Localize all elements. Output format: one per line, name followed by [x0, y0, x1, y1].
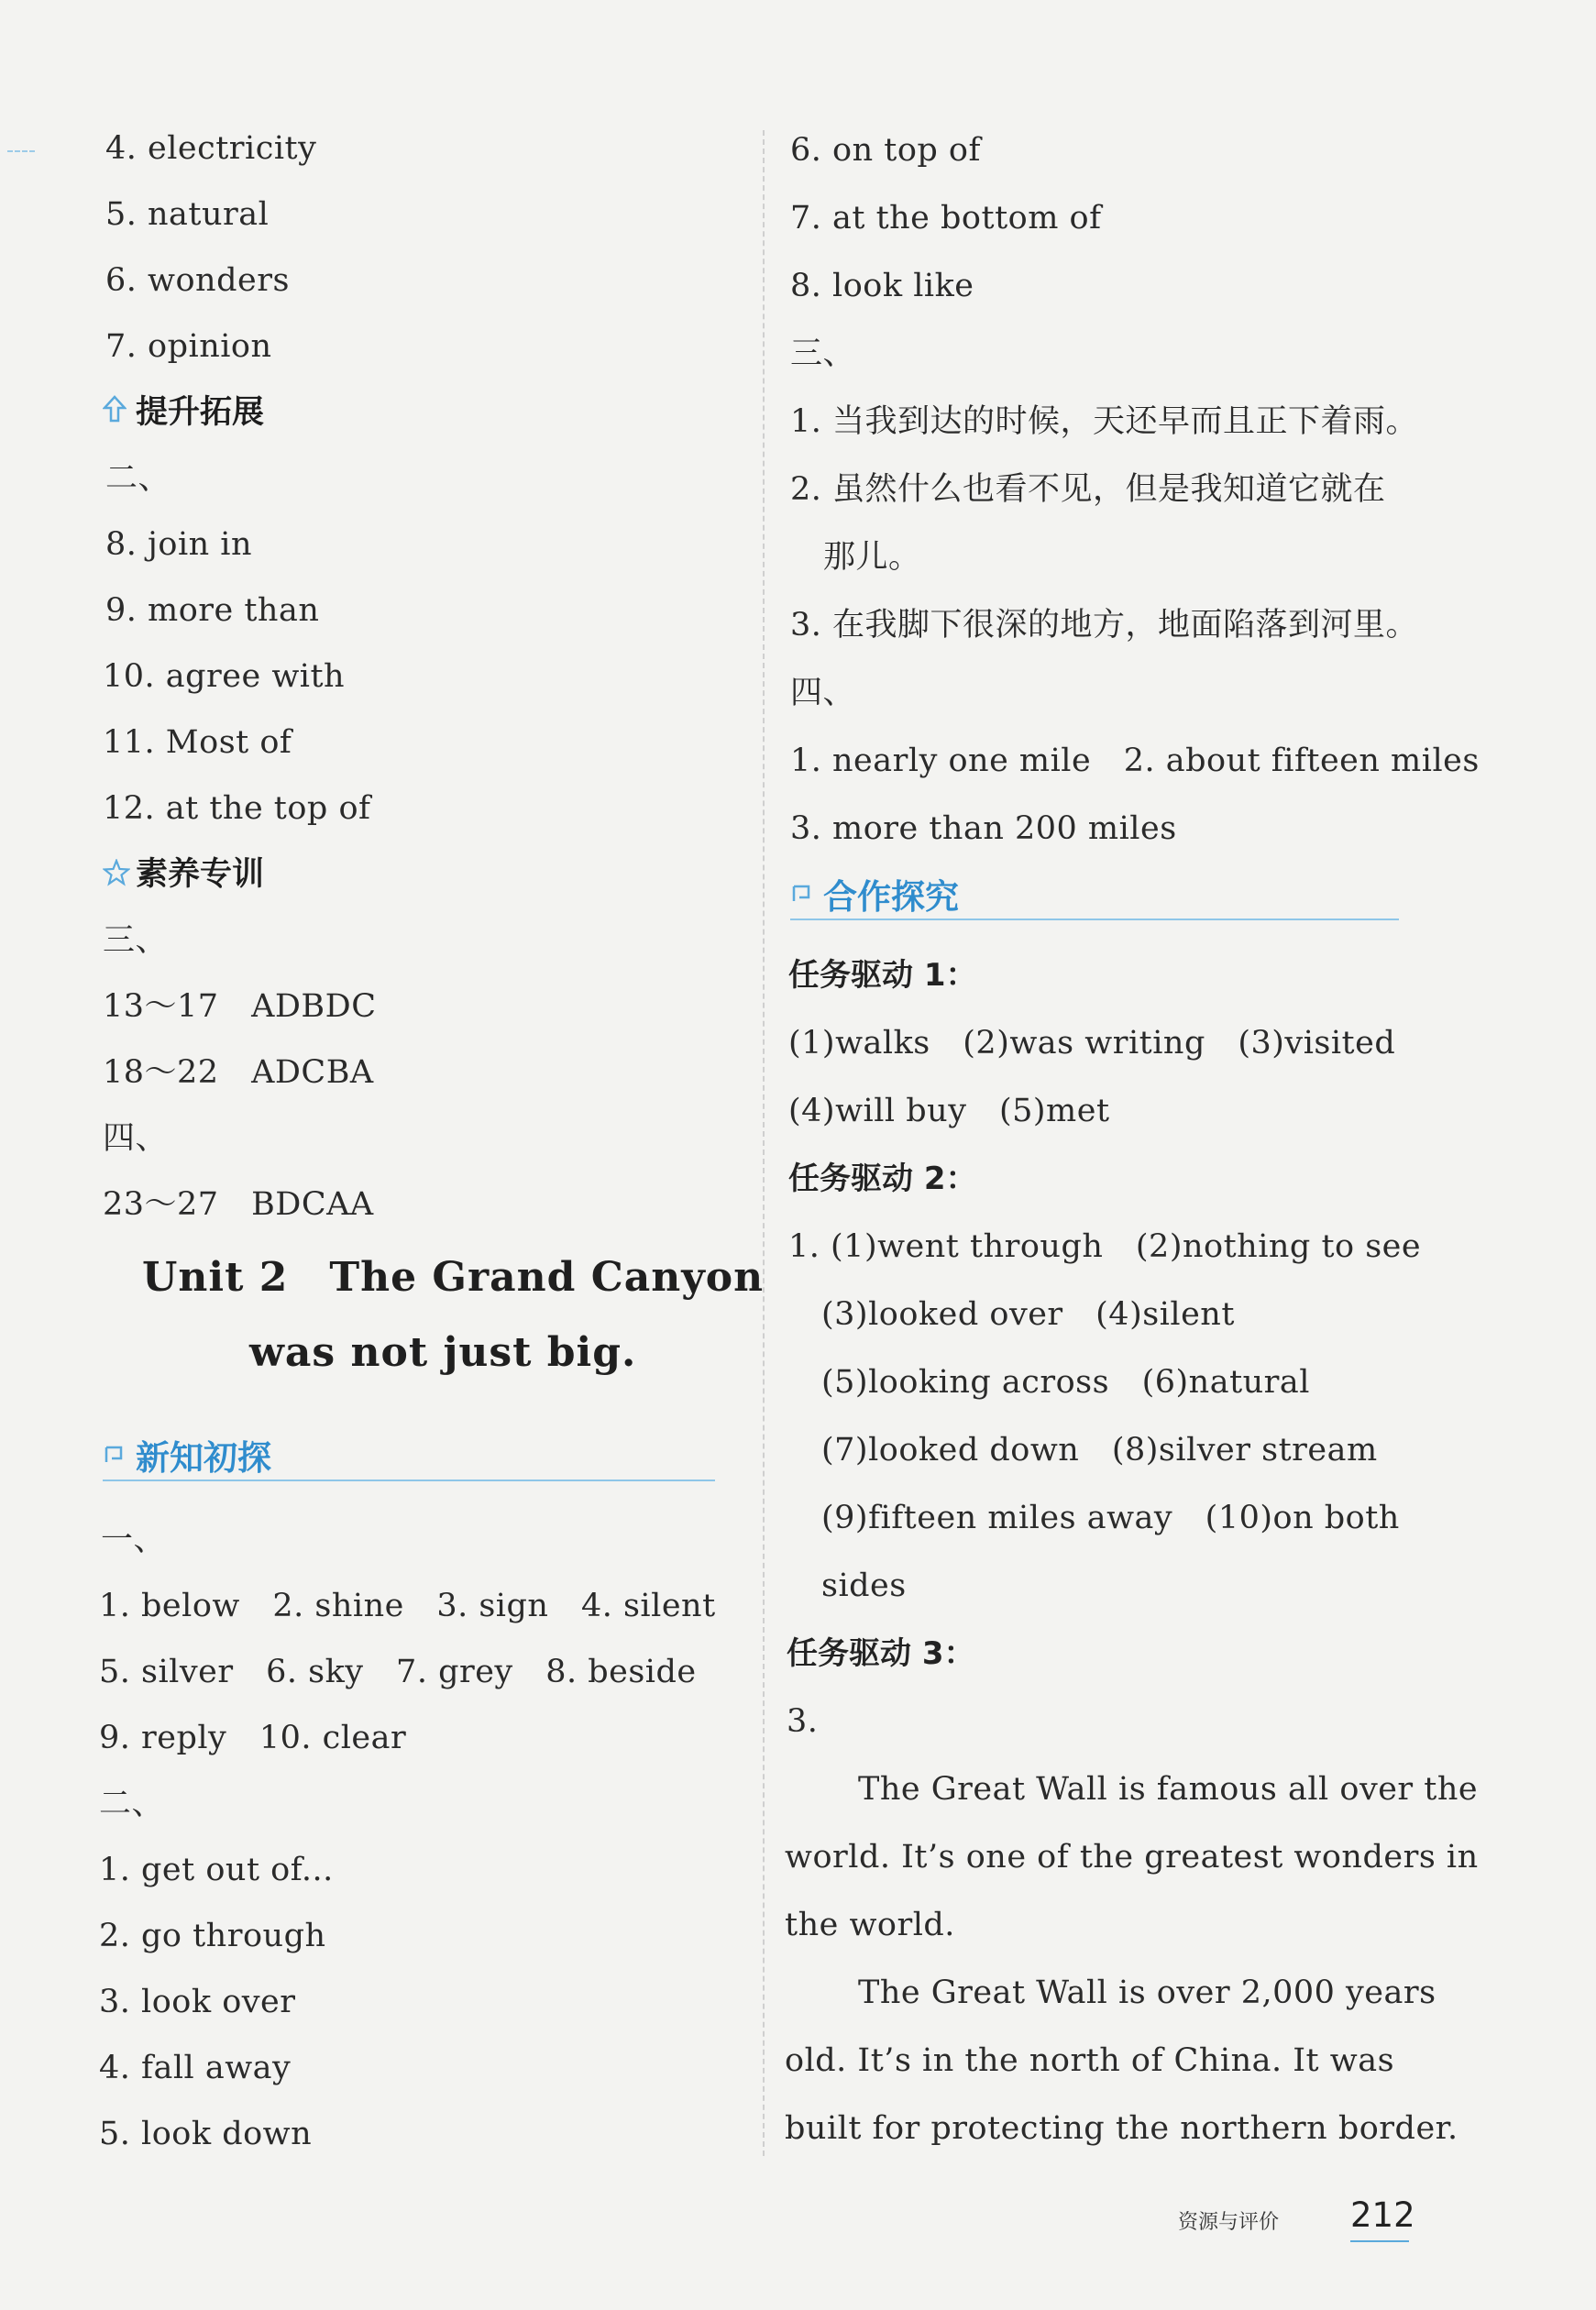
part-heading: 二、 [99, 1786, 165, 1822]
translation-line: 1. 当我到达的时候，天还早而且正下着雨。 [790, 403, 1419, 440]
footer-label: 资源与评价 [1178, 2211, 1280, 2234]
answer-line: 8. look like [790, 268, 974, 304]
essay-line: world. It’s one of the greatest wonders in [785, 1839, 1479, 1876]
answer-line: 4. electricity [105, 130, 317, 167]
section-rule [103, 1480, 715, 1481]
answer-line: 6. on top of [790, 132, 981, 169]
section-heading-label: 提升拓展 [136, 394, 265, 431]
page-number: 212 [1350, 2195, 1415, 2235]
bookmark-icon [103, 1436, 136, 1478]
unit-title-line-1: Unit 2 The Grand Canyon [142, 1254, 765, 1301]
answer-line: (5)looking across (6)natural [821, 1364, 1310, 1401]
answer-line: 4. fall away [99, 2050, 292, 2086]
essay-line: built for protecting the northern border. [785, 2110, 1458, 2147]
essay-line: the world. [785, 1907, 955, 1943]
answer-line: 7. opinion [105, 328, 272, 365]
answer-line: 23～27 BDCAA [103, 1186, 374, 1223]
answer-line: 2. go through [99, 1918, 326, 1954]
answer-line: 10. agree with [103, 658, 346, 695]
answer-line: 1. below 2. shine 3. sign 4. silent [99, 1588, 716, 1624]
bookmark-icon [790, 874, 823, 917]
answer-line: 6. wonders [105, 262, 290, 299]
part-heading: 三、 [790, 336, 856, 372]
section-banner-label: 新知初探 [136, 1438, 271, 1478]
part-heading: 一、 [101, 1522, 167, 1558]
answer-line: 9. more than [105, 592, 320, 629]
answer-line: 3. more than 200 miles [790, 810, 1177, 847]
answer-line: 12. at the top of [103, 790, 371, 827]
answer-line: 3. [787, 1703, 819, 1740]
answer-line: 7. at the bottom of [790, 200, 1102, 236]
section-banner-new-knowledge [103, 1436, 271, 1480]
translation-line: 2. 虽然什么也看不见，但是我知道它就在 [790, 471, 1386, 508]
answer-line: 13～17 ADBDC [103, 988, 377, 1025]
answer-line: 1. get out of... [99, 1852, 334, 1888]
part-heading: 四、 [790, 675, 856, 711]
section-banner-label: 合作探究 [823, 877, 959, 917]
answer-line: 9. reply 10. clear [99, 1720, 407, 1756]
answer-line: (9)fifteen miles away (10)on both [821, 1500, 1400, 1536]
answer-line: 3. look over [99, 1984, 296, 2020]
upgrade-arrow-icon [103, 394, 130, 434]
translation-line: 那儿。 [823, 539, 921, 576]
answer-line: 5. natural [105, 196, 270, 233]
answer-line: 5. look down [99, 2116, 313, 2152]
answer-line: 18～22 ADCBA [103, 1054, 374, 1091]
answer-line: 5. silver 6. sky 7. grey 8. beside [99, 1654, 697, 1690]
star-icon [103, 856, 130, 896]
answer-line: 8. join in [105, 526, 253, 563]
task-heading: 任务驱动 1： [788, 957, 977, 994]
answer-line: (7)looked down (8)silver stream [821, 1432, 1378, 1468]
essay-line: The Great Wall is famous all over the [858, 1771, 1479, 1808]
unit-title-line-2: was not just big. [249, 1329, 637, 1376]
answer-line: 11. Most of [103, 724, 292, 761]
answer-line: 1. nearly one mile 2. about fifteen miles [790, 742, 1480, 779]
margin-mark [7, 150, 35, 152]
section-banner-cooperation [790, 874, 959, 918]
answer-line: (3)looked over (4)silent [821, 1296, 1235, 1333]
answer-line: 1. (1)went through (2)nothing to see [788, 1228, 1422, 1265]
translation-line: 3. 在我脚下很深的地方，地面陷落到河里。 [790, 607, 1419, 644]
part-heading: 二、 [105, 460, 171, 497]
task-heading: 任务驱动 3： [787, 1635, 975, 1672]
section-heading-label: 素养专训 [136, 856, 265, 893]
section-heading-extension [103, 392, 264, 434]
column-divider [763, 130, 765, 2156]
essay-line: old. It’s in the north of China. It was [785, 2042, 1395, 2079]
section-heading-literacy [103, 854, 264, 896]
part-heading: 四、 [103, 1120, 169, 1157]
task-heading: 任务驱动 2： [788, 1160, 977, 1197]
section-rule [790, 918, 1399, 920]
answer-line: (4)will buy (5)met [788, 1093, 1110, 1129]
answer-line: (1)walks (2)was writing (3)visited [788, 1025, 1396, 1062]
part-heading: 三、 [103, 922, 169, 959]
page-number-underline [1350, 2240, 1409, 2242]
essay-line: The Great Wall is over 2,000 years [858, 1974, 1436, 2011]
answer-line: sides [821, 1568, 907, 1604]
